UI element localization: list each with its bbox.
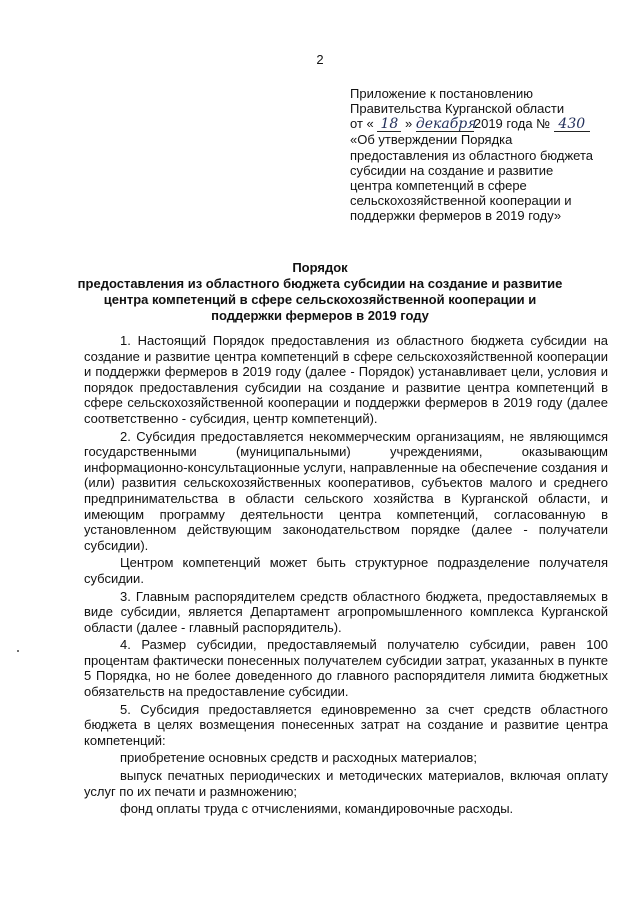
paragraph-2-note: Центром компетенций может быть структурное подразделение получателя субсидии. <box>84 555 608 586</box>
paragraph-1: 1. Настоящий Порядок предоставления из областного бюджета субсидии на создание и развитие центра компетенций в сфере сельскохозяйственной кооперации и поддержки фермеров в 2019 году (далее - Порядок) устанавливает цели, условия и порядок предоставления субсидии на создание и развитие центра компетенций в сфере сельскохозяйственной кооперации и поддержки фермеров в 2019 году (далее соответственно - субсидия, центр компетенций). <box>84 333 608 426</box>
list-item-fixed-assets: приобретение основных средств и расходных материалов; <box>120 750 477 766</box>
paragraph-4: 4. Размер субсидии, предоставляемый получателю субсидии, равен 100 процентам фактически понесенных получателем субсидии затрат, указанных в пункте 5 Порядка, но не более доведенного до главного распорядителя лимита бюджетных обязательств на предоставление субсидии. <box>84 637 608 700</box>
appendix-date-line <box>350 116 620 132</box>
appendix-subject-line-2: предоставления из областного бюджета <box>350 147 594 163</box>
appendix-subject-line-6: поддержки фермеров в 2019 году» <box>350 208 562 224</box>
title-line-1: предоставления из областного бюджета субсидии на создание и развитие <box>77 276 563 291</box>
paragraph-3: 3. Главным распорядителем средств областного бюджета, предоставляемых в виде субсидии, является Департамент агропромышленного комплекса Курганской области (далее - главный распорядитель). <box>84 588 608 635</box>
handwritten-day: 18 <box>377 118 401 132</box>
paragraph-2: 2. Субсидия предоставляется некоммерческим организациям, не являющимся государственными (муниципальными) учреждениями, оказывающим информационно-консультационные услуги, направленные на обеспечение создания и (или) развития сельскохозяйственных кооперативов, субъектов малого и среднего предпринимательства в области сельского хозяйства в Курганской области, и имеющим программу деятельности центра компетенций, согласованную в установленном действующим законодательством порядке (далее - получатели субсидии). <box>84 428 608 553</box>
appendix-subject-line-4: центра компетенций в сфере <box>350 178 527 194</box>
list-item-payroll: фонд оплаты труда с отчислениями, командировочные расходы. <box>120 801 514 817</box>
handwritten-number: 430 <box>554 118 590 132</box>
document-title <box>60 260 580 324</box>
title-heading: Порядок <box>292 260 348 275</box>
page-number: 2 <box>316 52 324 67</box>
date-prefix: от « <box>350 116 374 132</box>
date-quote-close: » <box>405 116 413 132</box>
appendix-header <box>350 86 620 224</box>
appendix-line-2: Правительства Курганской области <box>350 101 565 117</box>
list-item-printed-materials: выпуск печатных периодических и методических материалов, включая оплату услуг по их печати и размножению; <box>84 768 608 799</box>
appendix-subject-line-5: сельскохозяйственной кооперации и <box>350 193 572 209</box>
appendix-line-1: Приложение к постановлению <box>350 86 533 101</box>
title-line-2: центра компетенций в сфере сельскохозяйственной кооперации и <box>103 292 537 307</box>
scan-artifact-dot <box>17 650 19 652</box>
appendix-subject-line-3: субсидии на создание и развитие <box>350 162 554 178</box>
paragraph-5: 5. Субсидия предоставляется единовременно за счет средств областного бюджета в целях возмещения понесенных затрат на создание и развитие центра компетенций: <box>84 701 608 748</box>
date-year-text: 2019 года № <box>473 116 551 132</box>
document-body <box>84 333 608 817</box>
appendix-subject-line-1: «Об утверждении Порядка <box>350 132 513 148</box>
title-line-3: поддержки фермеров в 2019 году <box>211 308 429 323</box>
handwritten-month: декабря <box>415 116 477 133</box>
